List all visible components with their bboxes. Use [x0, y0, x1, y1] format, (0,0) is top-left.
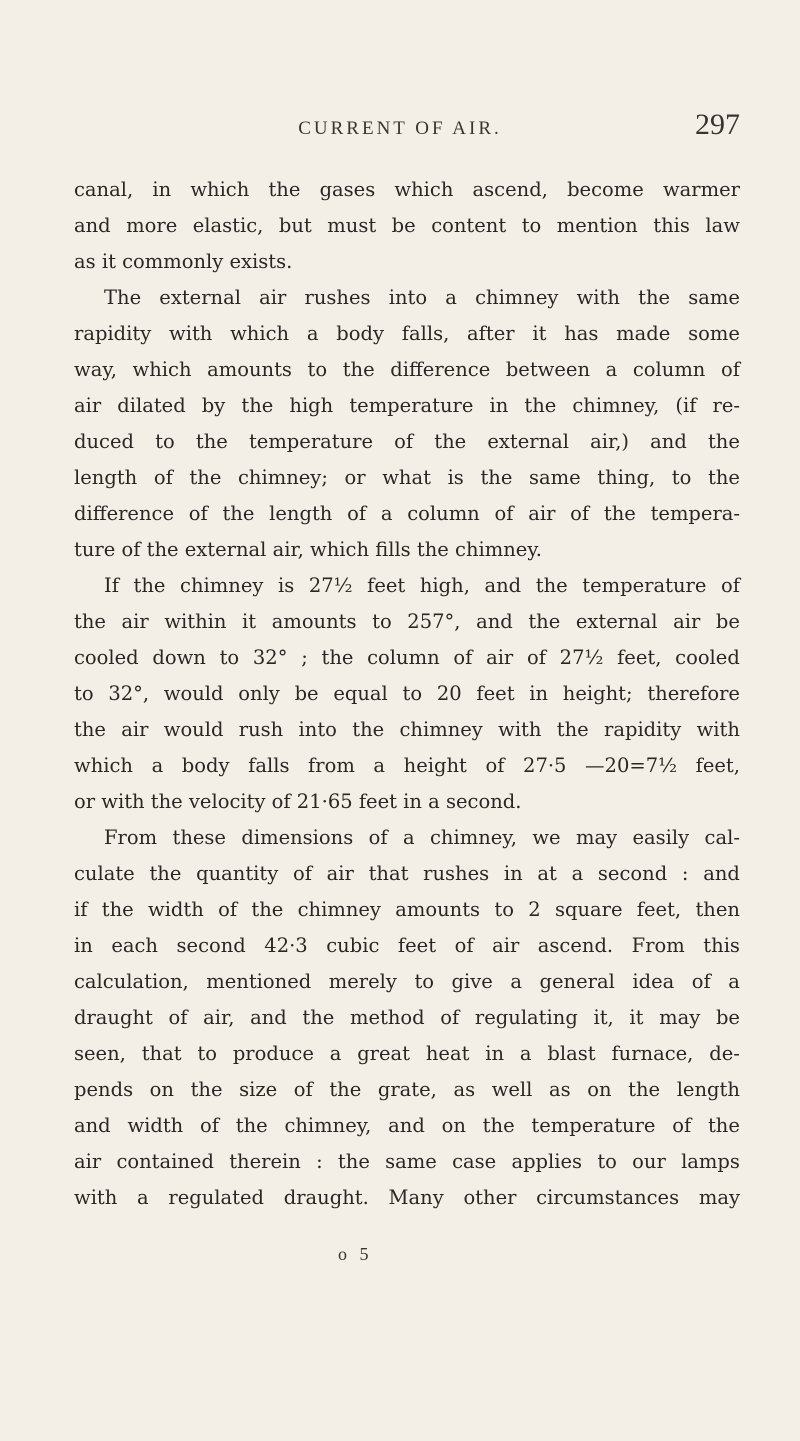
text-line: which a body falls from a height of 27·5 —20=7½ feet,: [74, 754, 740, 777]
text-line: cooled down to 32° ; the column of air of 27½ feet, cooled: [74, 646, 740, 669]
text-line: calculation, mentioned merely to give a general idea of a: [74, 970, 740, 993]
text-line: the air would rush into the chimney with the rapidity with: [74, 718, 740, 741]
text-line: and width of the chimney, and on the temperature of the: [74, 1114, 740, 1137]
text-line: seen, that to produce a great heat in a blast furnace, de-: [74, 1042, 740, 1065]
text-line: if the width of the chimney amounts to 2 square feet, then: [74, 898, 740, 921]
running-title: CURRENT OF AIR.: [298, 118, 502, 139]
text-line: If the chimney is 27½ feet high, and the temperature of: [104, 574, 740, 597]
text-line: air dilated by the high temperature in the chimney, (if re-: [74, 394, 740, 417]
text-line: the air within it amounts to 257°, and the external air be: [74, 610, 740, 633]
text-line: or with the velocity of 21·65 feet in a second.: [74, 790, 522, 813]
text-line: in each second 42·3 cubic feet of air ascend. From this: [74, 934, 740, 957]
text-line: canal, in which the gases which ascend, become warmer: [74, 178, 740, 201]
page-number: 297: [695, 108, 740, 141]
text-line: From these dimensions of a chimney, we may easily cal-: [104, 826, 740, 849]
running-head: [60, 108, 740, 148]
text-line: pends on the size of the grate, as well as on the length: [74, 1078, 740, 1101]
text-line: and more elastic, but must be content to mention this law: [74, 214, 740, 237]
text-line: ture of the external air, which fills the chimney.: [74, 538, 542, 561]
text-line: air contained therein : the same case applies to our lamps: [74, 1150, 740, 1173]
text-line: to 32°, would only be equal to 20 feet in height; therefore: [74, 682, 740, 705]
body-text: [74, 172, 740, 1216]
text-line: The external air rushes into a chimney with the same: [104, 286, 740, 309]
text-line: draught of air, and the method of regulating it, it may be: [74, 1006, 740, 1029]
text-line: as it commonly exists.: [74, 250, 293, 273]
text-line: rapidity with which a body falls, after it has made some: [74, 322, 740, 345]
text-line: way, which amounts to the difference between a column of: [74, 358, 740, 381]
text-line: culate the quantity of air that rushes in at a second : and: [74, 862, 740, 885]
text-line: duced to the temperature of the external air,) and the: [74, 430, 740, 453]
text-line: difference of the length of a column of air of the tempera-: [74, 502, 740, 525]
text-line: length of the chimney; or what is the same thing, to the: [74, 466, 740, 489]
signature-mark: o 5: [338, 1244, 373, 1264]
text-line: with a regulated draught. Many other circumstances may: [74, 1186, 740, 1209]
